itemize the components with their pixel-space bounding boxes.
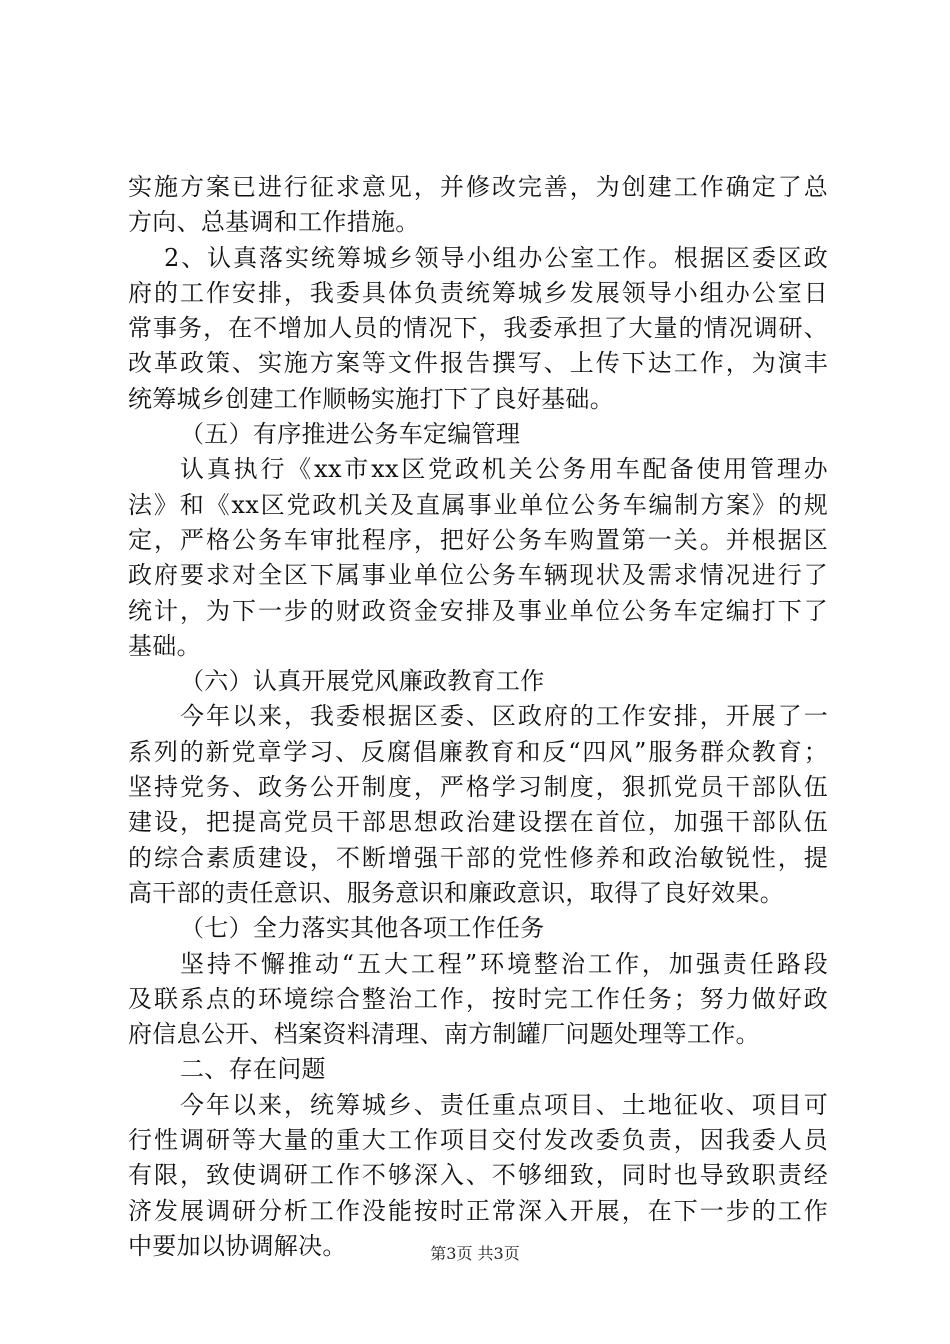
body-line: 府的工作安排，我委具体负责统筹城乡发展领导小组办公室日 [128, 278, 828, 307]
body-line: 基础。 [128, 631, 201, 660]
document-body [128, 170, 828, 1264]
section-heading: （五）有序推进公务车定编管理 [180, 420, 521, 449]
body-line: 2、认真落实统筹城乡领导小组办公室工作。根据区委区政 [164, 243, 828, 272]
body-line: 系列的新党章学习、反腐倡廉教育和反“四风”服务群众教育； [128, 737, 828, 766]
body-line: 改革政策、实施方案等文件报告撰写、上传下达工作，为演丰 [128, 349, 828, 378]
body-line: 认真执行《xx市xx区党政机关公务用车配备使用管理办 [180, 455, 828, 484]
body-line: 高干部的责任意识、服务意识和廉政意识，取得了良好效果。 [128, 878, 785, 907]
section-heading: （六）认真开展党风廉政教育工作 [180, 667, 545, 696]
body-line: 方向、总基调和工作措施。 [128, 208, 420, 237]
body-line: 府信息公开、档案资料清理、南方制罐厂问题处理等工作。 [128, 1020, 760, 1049]
section-heading: （七）全力落实其他各项工作任务 [180, 914, 545, 943]
body-line: 行性调研等大量的重大工作项目交付发改委负责，因我委人员 [128, 1126, 828, 1155]
body-line: 法》和《xx区党政机关及直属事业单位公务车编制方案》的规 [128, 490, 828, 519]
body-line: 常事务，在不增加人员的情况下，我委承担了大量的情况调研、 [128, 314, 828, 343]
body-line: 坚持不懈推动“五大工程”环境整治工作，加强责任路段 [180, 949, 828, 978]
body-line: 统计，为下一步的财政资金安排及事业单位公务车定编打下了 [128, 596, 828, 625]
body-line: 的综合素质建设，不断增强干部的党性修养和政治敏锐性，提 [128, 843, 828, 872]
body-line: 坚持党务、政务公开制度，严格学习制度，狠抓党员干部队伍 [128, 773, 828, 802]
body-line: 今年以来，我委根据区委、区政府的工作安排，开展了一 [180, 702, 828, 731]
body-line: 政府要求对全区下属事业单位公务车辆现状及需求情况进行了 [128, 561, 828, 590]
body-line: 今年以来，统筹城乡、责任重点项目、土地征收、项目可 [180, 1090, 828, 1119]
body-line: 定，严格公务车审批程序，把好公务车购置第一关。并根据区 [128, 525, 828, 554]
body-line: 有限，致使调研工作不够深入、不够细致，同时也导致职责经 [128, 1161, 828, 1190]
body-line: 建设，把提高党员干部思想政治建设摆在首位，加强干部队伍 [128, 808, 828, 837]
body-line: 济发展调研分析工作没能按时正常深入开展，在下一步的工作 [128, 1196, 828, 1225]
body-line: 中要加以协调解决。 [128, 1231, 347, 1260]
page-footer: 第3页 共3页 [430, 1244, 520, 1263]
body-line: 及联系点的环境综合整治工作，按时完工作任务；努力做好政 [128, 984, 828, 1013]
body-line: 实施方案已进行征求意见，并修改完善，为创建工作确定了总 [128, 173, 828, 201]
body-line: 统筹城乡创建工作顺畅实施打下了良好基础。 [128, 384, 614, 413]
section-heading: 二、存在问题 [180, 1055, 326, 1084]
